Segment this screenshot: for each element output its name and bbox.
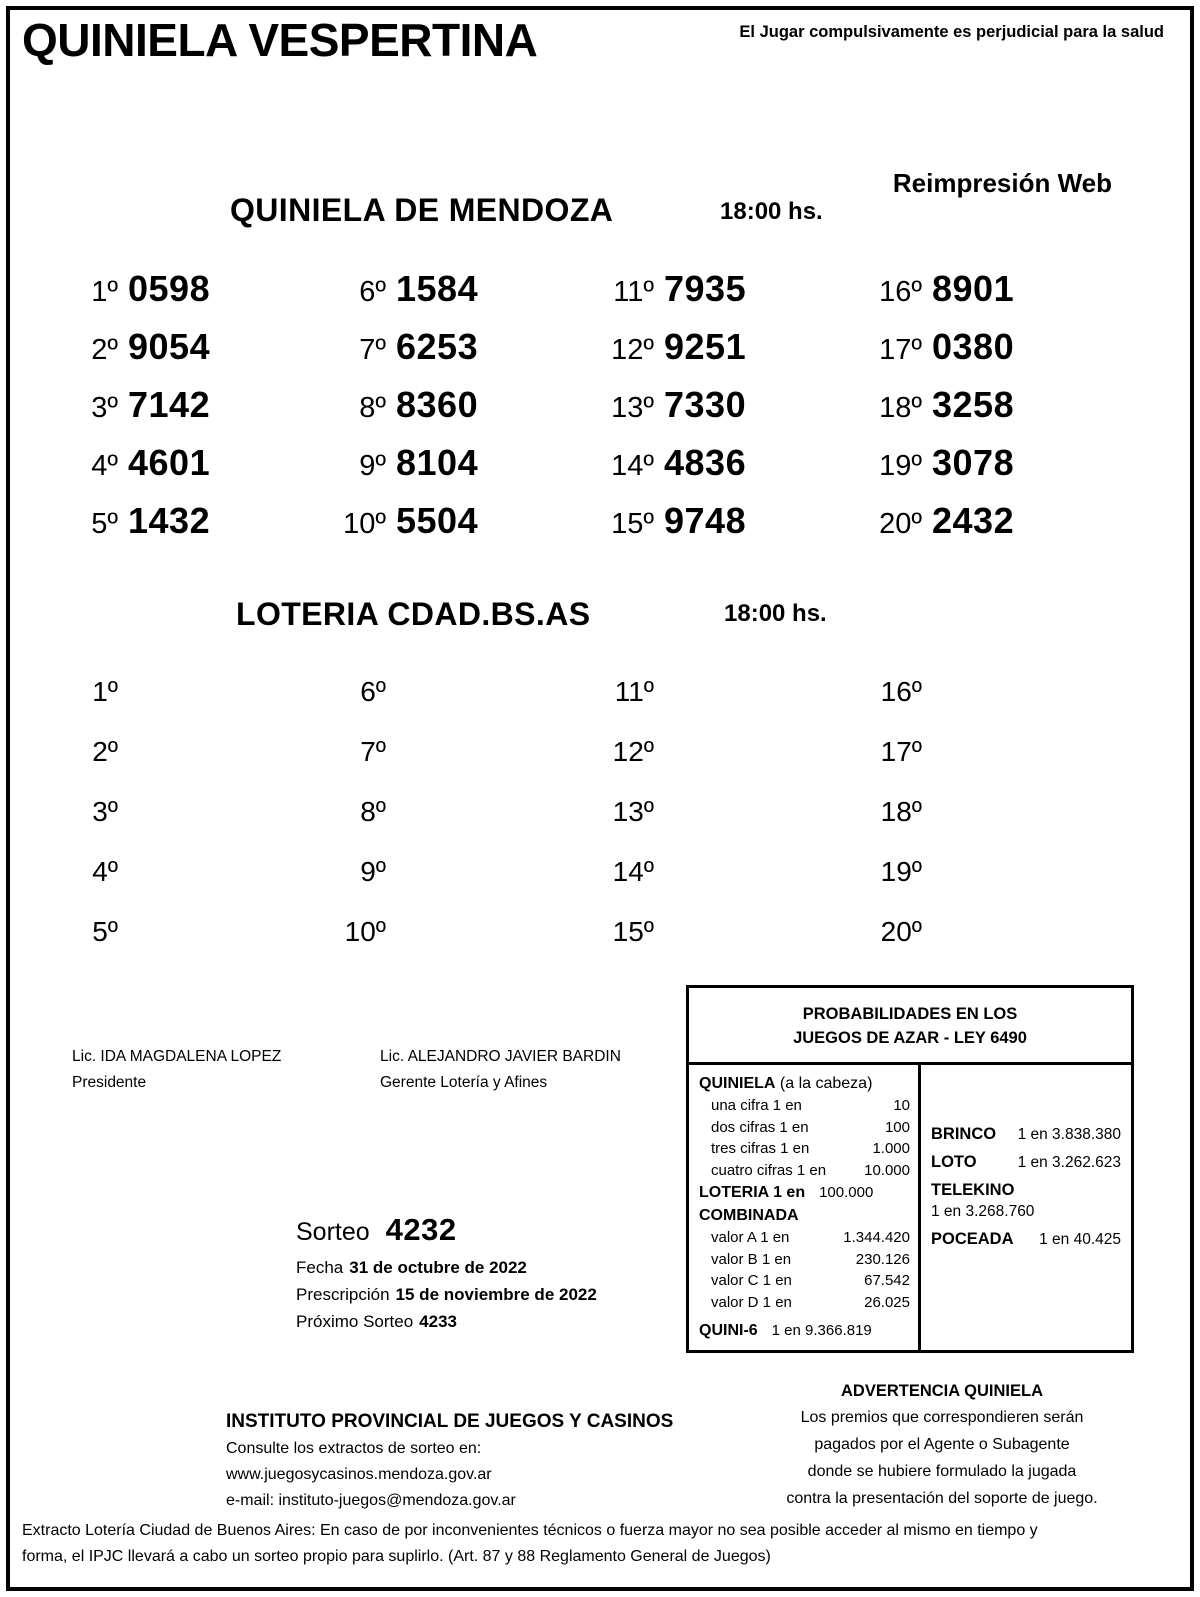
- result-position: 5º: [92, 916, 118, 947]
- advertencia-text: [742, 1404, 1142, 1512]
- result-position: 2º: [91, 334, 118, 366]
- result-number: 2432: [932, 500, 1015, 541]
- result-entry: [330, 442, 598, 500]
- odds-value: 10: [893, 1097, 910, 1114]
- odds-row: [699, 1227, 910, 1249]
- result-position: 4º: [91, 450, 118, 482]
- result-position: 15º: [612, 916, 654, 947]
- draw-number: 4232: [385, 1212, 457, 1247]
- game-odds-value: 1 en 3.268.760: [931, 1203, 1035, 1220]
- result-number: 4836: [664, 442, 747, 483]
- game-odds-value: 1 en 3.838.380: [1017, 1126, 1121, 1143]
- result-entry: [866, 856, 1146, 916]
- odds-value: 26.025: [864, 1293, 910, 1311]
- game-odds-row: [931, 1123, 1121, 1146]
- result-entry: [330, 736, 598, 796]
- result-entry: [330, 676, 598, 736]
- game-odds-name: TELEKINO: [931, 1181, 1015, 1199]
- footer-disclaimer: [22, 1518, 1172, 1570]
- result-position: 2º: [92, 736, 118, 767]
- result-entry: [330, 796, 598, 856]
- result-entry: [330, 384, 598, 442]
- result-number: 1584: [396, 268, 479, 309]
- odds-label: valor D 1 en: [711, 1293, 792, 1311]
- advertencia-line: donde se hubiere formulado la jugada: [807, 1463, 1077, 1480]
- quiniela-heading: [699, 1072, 910, 1095]
- result-number: 8104: [396, 442, 479, 483]
- result-position: 12º: [611, 334, 654, 366]
- result-entry: [62, 916, 330, 976]
- result-entry: [62, 384, 330, 442]
- odds-row: [699, 1138, 910, 1160]
- result-position: 3º: [91, 392, 118, 424]
- result-entry: [598, 916, 866, 976]
- odds-value: 1.344.420: [843, 1229, 910, 1246]
- result-number: 0380: [932, 326, 1015, 367]
- draw-number-row: [296, 1212, 676, 1248]
- result-position: 4º: [92, 856, 118, 887]
- result-entry: [62, 442, 330, 500]
- probabilities-title: [689, 988, 1131, 1065]
- odds-value: 100: [884, 1118, 910, 1136]
- game-odds-name: BRINCO: [931, 1125, 997, 1143]
- result-number: 7935: [664, 268, 747, 309]
- game-odds-item: [931, 1228, 1121, 1251]
- game-odds-row: [931, 1201, 1121, 1223]
- odds-row: [699, 1160, 910, 1182]
- result-position: 6º: [360, 676, 386, 707]
- result-entry: [866, 500, 1146, 558]
- odds-label: valor C 1 en: [711, 1272, 792, 1289]
- odds-value: 10.000: [864, 1161, 910, 1179]
- game-time-caba: 18:00 hs.: [724, 600, 827, 627]
- game-odds-item: [931, 1179, 1121, 1223]
- footer-line: forma, el IPJC llevará a cabo un sorteo propio para suplirlo. (Art. 87 y 88 Reglamento General de Juegos): [22, 1548, 771, 1565]
- result-entry: [866, 676, 1146, 736]
- odds-label: cuatro cifras 1 en: [711, 1161, 827, 1179]
- advertencia-line: Los premios que correspondieren serán: [800, 1409, 1084, 1426]
- result-number: 3258: [932, 384, 1015, 425]
- result-position: 8º: [360, 796, 386, 827]
- institute-line: Consulte los extractos de sorteo en:: [226, 1440, 482, 1457]
- game-odds-row: [931, 1228, 1121, 1251]
- result-position: 13º: [611, 392, 654, 424]
- result-number: 8901: [932, 268, 1015, 309]
- result-entry: [598, 268, 866, 326]
- odds-value: 67.542: [864, 1272, 910, 1289]
- result-entry: [866, 736, 1146, 796]
- page-title: QUINIELA VESPERTINA: [22, 14, 538, 66]
- result-number: 8360: [396, 384, 479, 425]
- odds-label: tres cifras 1 en: [711, 1140, 810, 1157]
- result-entry: [62, 268, 330, 326]
- institute-contact-lines: [226, 1436, 726, 1514]
- odds-row: [699, 1117, 910, 1139]
- institute-line: www.juegosycasinos.mendoza.gov.ar: [226, 1466, 492, 1483]
- result-entry: [330, 268, 598, 326]
- result-position: 16º: [880, 676, 922, 707]
- result-entry: [866, 268, 1146, 326]
- result-position: 17º: [880, 736, 922, 767]
- odds-row: [699, 1095, 910, 1117]
- results-grid-mendoza: [62, 268, 1146, 558]
- advertencia-line: pagados por el Agente o Subagente: [814, 1436, 1070, 1453]
- advertencia-line: contra la presentación del soporte de juego.: [786, 1490, 1098, 1507]
- result-number: 1432: [128, 500, 211, 541]
- result-position: 17º: [879, 334, 922, 366]
- result-position: 15º: [611, 508, 654, 540]
- probabilities-right-column: [921, 1065, 1131, 1350]
- result-entry: [598, 326, 866, 384]
- odds-row: [699, 1249, 910, 1271]
- draw-prescription-row: [296, 1281, 676, 1308]
- result-position: 14º: [612, 856, 654, 887]
- game-name-mendoza: QUINIELA DE MENDOZA: [230, 192, 614, 228]
- result-position: 9º: [359, 450, 386, 482]
- result-position: 8º: [359, 392, 386, 424]
- result-entry: [598, 736, 866, 796]
- quiniela-heading-tail: (a la cabeza): [775, 1075, 873, 1092]
- result-position: 14º: [611, 450, 654, 482]
- game-odds-value: 1 en 3.262.623: [1017, 1154, 1121, 1171]
- result-position: 5º: [91, 508, 118, 540]
- game-odds-item: [931, 1151, 1121, 1174]
- result-position: 20º: [880, 916, 922, 947]
- result-position: 10º: [344, 916, 386, 947]
- probabilities-title-line1: PROBABILIDADES EN LOS: [802, 1005, 1018, 1023]
- result-position: 1º: [91, 276, 118, 308]
- result-position: 10º: [343, 508, 386, 540]
- result-position: 11º: [614, 676, 654, 707]
- draw-info: [296, 1212, 676, 1335]
- game-odds-value: 1 en 40.425: [1039, 1231, 1121, 1248]
- loteria-odds-label: LOTERIA 1 en: [699, 1184, 806, 1201]
- result-entry: [62, 796, 330, 856]
- result-entry: [330, 916, 598, 976]
- game-odds-name: LOTO: [931, 1153, 977, 1171]
- result-entry: [598, 500, 866, 558]
- game-odds-name: POCEADA: [931, 1230, 1014, 1248]
- odds-label: una cifra 1 en: [711, 1097, 802, 1114]
- draw-label: Sorteo: [296, 1218, 370, 1246]
- result-entry: [330, 856, 598, 916]
- odds-value: 1.000: [872, 1140, 910, 1157]
- signatory-name: Lic. IDA MAGDALENA LOPEZ: [72, 1048, 282, 1065]
- result-position: 7º: [360, 736, 386, 767]
- signatory-president: [72, 1044, 281, 1096]
- result-entry: [330, 500, 598, 558]
- probabilities-title-line2: JUEGOS DE AZAR - LEY 6490: [793, 1029, 1027, 1047]
- result-position: 6º: [359, 276, 386, 308]
- result-number: 9251: [664, 326, 747, 367]
- quini6-odds-row: [699, 1319, 910, 1342]
- result-entry: [598, 676, 866, 736]
- result-entry: [598, 442, 866, 500]
- result-entry: [866, 384, 1146, 442]
- quini6-value: 1 en 9.366.819: [771, 1322, 872, 1339]
- signatory-role: Presidente: [72, 1074, 147, 1091]
- result-entry: [866, 916, 1146, 976]
- odds-row: [699, 1292, 910, 1314]
- quini6-label: QUINI-6: [699, 1322, 758, 1339]
- result-number: 5504: [396, 500, 479, 541]
- result-entry: [62, 500, 330, 558]
- draw-prescription-value: 15 de noviembre de 2022: [395, 1285, 597, 1304]
- combinada-heading: COMBINADA: [699, 1207, 799, 1224]
- result-position: 3º: [92, 796, 118, 827]
- result-number: 7330: [664, 384, 747, 425]
- probabilities-body: [689, 1065, 1131, 1350]
- signatory-manager: [380, 1044, 621, 1096]
- result-number: 7142: [128, 384, 211, 425]
- combinada-odds-list: [699, 1227, 910, 1313]
- result-number: 0598: [128, 268, 211, 309]
- result-entry: [330, 326, 598, 384]
- signatory-name: Lic. ALEJANDRO JAVIER BARDIN: [380, 1048, 621, 1065]
- result-number: 9748: [664, 500, 747, 541]
- institute-name: INSTITUTO PROVINCIAL DE JUEGOS Y CASINOS: [226, 1411, 674, 1432]
- result-entry: [598, 384, 866, 442]
- game-time-mendoza: 18:00 hs.: [720, 198, 823, 225]
- result-entry: [598, 796, 866, 856]
- result-position: 18º: [879, 392, 922, 424]
- loteria-odds-value: 100.000: [819, 1184, 874, 1201]
- result-position: 16º: [879, 276, 922, 308]
- odds-label: valor A 1 en: [711, 1229, 790, 1246]
- result-position: 1º: [92, 676, 118, 707]
- draw-date-label: Fecha: [296, 1258, 344, 1277]
- quiniela-odds-list: [699, 1095, 910, 1181]
- game-header-caba: [236, 596, 1136, 642]
- next-draw-row: [296, 1308, 676, 1335]
- next-draw-value: 4233: [419, 1312, 457, 1331]
- draw-date-value: 31 de octubre de 2022: [349, 1258, 527, 1277]
- result-entry: [62, 676, 330, 736]
- result-number: 4601: [128, 442, 211, 483]
- odds-label: valor B 1 en: [711, 1250, 792, 1268]
- result-position: 9º: [360, 856, 386, 887]
- reimpresion-web-label: Reimpresión Web: [892, 168, 1112, 198]
- game-name-caba: LOTERIA CDAD.BS.AS: [236, 596, 591, 632]
- signatory-role: Gerente Lotería y Afines: [380, 1074, 548, 1091]
- result-position: 13º: [612, 796, 654, 827]
- game-odds-row: [931, 1151, 1121, 1174]
- result-number: 6253: [396, 326, 479, 367]
- result-entry: [62, 326, 330, 384]
- game-odds-item: [931, 1123, 1121, 1146]
- draw-prescription-label: Prescripción: [296, 1285, 390, 1304]
- result-number: 9054: [128, 326, 211, 367]
- institute-line: e-mail: instituto-juegos@mendoza.gov.ar: [226, 1492, 516, 1509]
- odds-label: dos cifras 1 en: [711, 1118, 809, 1136]
- result-entry: [866, 796, 1146, 856]
- result-position: 7º: [359, 334, 386, 366]
- game-header-mendoza: [230, 192, 1130, 238]
- next-draw-label: Próximo Sorteo: [296, 1312, 414, 1331]
- masthead: [22, 14, 1172, 70]
- result-entry: [62, 856, 330, 916]
- result-position: 19º: [880, 856, 922, 887]
- loteria-odds-row: [699, 1181, 910, 1204]
- result-position: 11º: [613, 276, 654, 308]
- result-position: 18º: [880, 796, 922, 827]
- result-entry: [866, 442, 1146, 500]
- result-entry: [866, 326, 1146, 384]
- draw-date-row: [296, 1254, 676, 1281]
- result-entry: [62, 736, 330, 796]
- result-position: 12º: [612, 736, 654, 767]
- result-entry: [598, 856, 866, 916]
- result-position: 20º: [879, 508, 922, 540]
- gambling-warning: El Jugar compulsivamente es perjudicial para la salud: [739, 23, 1164, 41]
- result-number: 3078: [932, 442, 1015, 483]
- probabilities-box: [686, 985, 1134, 1353]
- advertencia-title: ADVERTENCIA QUINIELA: [841, 1382, 1043, 1400]
- odds-row: [699, 1270, 910, 1292]
- quiniela-heading-lead: QUINIELA: [699, 1075, 776, 1092]
- result-position: 19º: [879, 450, 922, 482]
- advertencia-quiniela: [742, 1378, 1142, 1512]
- probabilities-left-column: [689, 1065, 921, 1350]
- results-grid-caba: [62, 676, 1146, 976]
- odds-value: 230.126: [855, 1250, 910, 1268]
- footer-line: Extracto Lotería Ciudad de Buenos Aires: En caso de por inconvenientes técnicos o fuerza mayor no sea posible acceder al mismo en tiempo y: [22, 1522, 1038, 1539]
- institute-info: [226, 1408, 726, 1514]
